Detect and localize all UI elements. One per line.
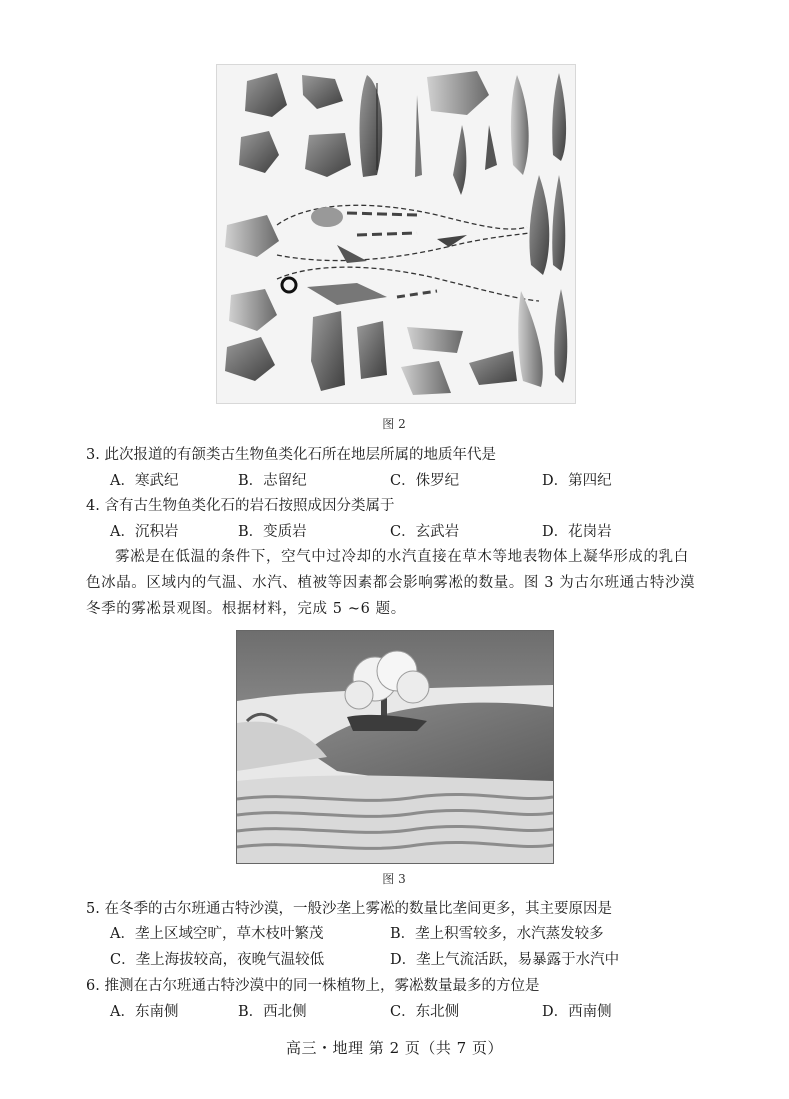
figure-3-rime-photo bbox=[236, 630, 554, 864]
figure-2-caption: 图 2 bbox=[382, 417, 406, 431]
question-4-number: 4. bbox=[86, 498, 100, 514]
q5-option-c[interactable]: C．垄上海拔较高，夜晚气温较低 bbox=[110, 952, 325, 968]
passage-paragraph bbox=[86, 544, 702, 622]
passage-line-2: 色冰晶。区域内的气温、水汽、植被等因素都会影响雾凇的数量。图 3 为古尔班通古特沙漠 bbox=[86, 575, 696, 591]
question-6-stem bbox=[86, 974, 539, 995]
q6-option-a[interactable]: A．东南侧 bbox=[110, 1004, 179, 1020]
question-5-stem bbox=[86, 897, 612, 918]
passage-line-1: 雾凇是在低温的条件下，空气中过冷却的水汽直接在草木等地表物体上凝华形成的乳白 bbox=[115, 549, 689, 565]
q5-option-b[interactable]: B．垄上积雪较多，水汽蒸发较多 bbox=[390, 926, 604, 942]
q4-option-c[interactable]: C．玄武岩 bbox=[390, 524, 460, 540]
question-3-number: 3. bbox=[86, 447, 100, 463]
figure-2-fossil-plate bbox=[216, 64, 576, 404]
fossil-plate-drawing bbox=[217, 65, 575, 403]
question-6-text: 推测在古尔班通古特沙漠中的同一株植物上，雾凇数量最多的方位是 bbox=[104, 978, 540, 994]
q6-option-b[interactable]: B．西北侧 bbox=[238, 1004, 307, 1020]
question-6-number: 6. bbox=[86, 978, 100, 994]
q4-option-d[interactable]: D．花岗岩 bbox=[542, 524, 612, 540]
q6-option-d[interactable]: D．西南侧 bbox=[542, 1004, 612, 1020]
q3-option-a[interactable]: A．寒武纪 bbox=[110, 473, 179, 489]
q5-option-a[interactable]: A．垄上区域空旷，草木枝叶繁茂 bbox=[110, 926, 324, 942]
question-5-text: 在冬季的古尔班通古特沙漠，一般沙垄上雾凇的数量比垄间更多，其主要原因是 bbox=[104, 901, 612, 917]
question-4-text: 含有古生物鱼类化石的岩石按照成因分类属于 bbox=[104, 498, 395, 514]
question-5-number: 5. bbox=[86, 901, 100, 917]
q5-option-d[interactable]: D．垄上气流活跃，易暴露于水汽中 bbox=[390, 952, 620, 968]
rime-landscape-drawing bbox=[237, 631, 553, 863]
q3-option-b[interactable]: B．志留纪 bbox=[238, 473, 307, 489]
question-4-stem bbox=[86, 494, 394, 515]
q6-option-c[interactable]: C．东北侧 bbox=[390, 1004, 460, 1020]
passage-line-3: 冬季的雾凇景观图。根据材料，完成 5 ~6 题。 bbox=[86, 601, 406, 617]
q4-option-a[interactable]: A．沉积岩 bbox=[110, 524, 179, 540]
q4-option-b[interactable]: B．变质岩 bbox=[238, 524, 307, 540]
figure-3-caption: 图 3 bbox=[382, 872, 406, 886]
question-3-text: 此次报道的有颌类古生物鱼类化石所在地层所属的地质年代是 bbox=[104, 447, 496, 463]
q3-option-c[interactable]: C．侏罗纪 bbox=[390, 473, 460, 489]
q3-option-d[interactable]: D．第四纪 bbox=[542, 473, 612, 489]
question-3-stem bbox=[86, 443, 496, 464]
page-footer: 高三・地理 第 2 页（共 7 页） bbox=[286, 1039, 503, 1057]
